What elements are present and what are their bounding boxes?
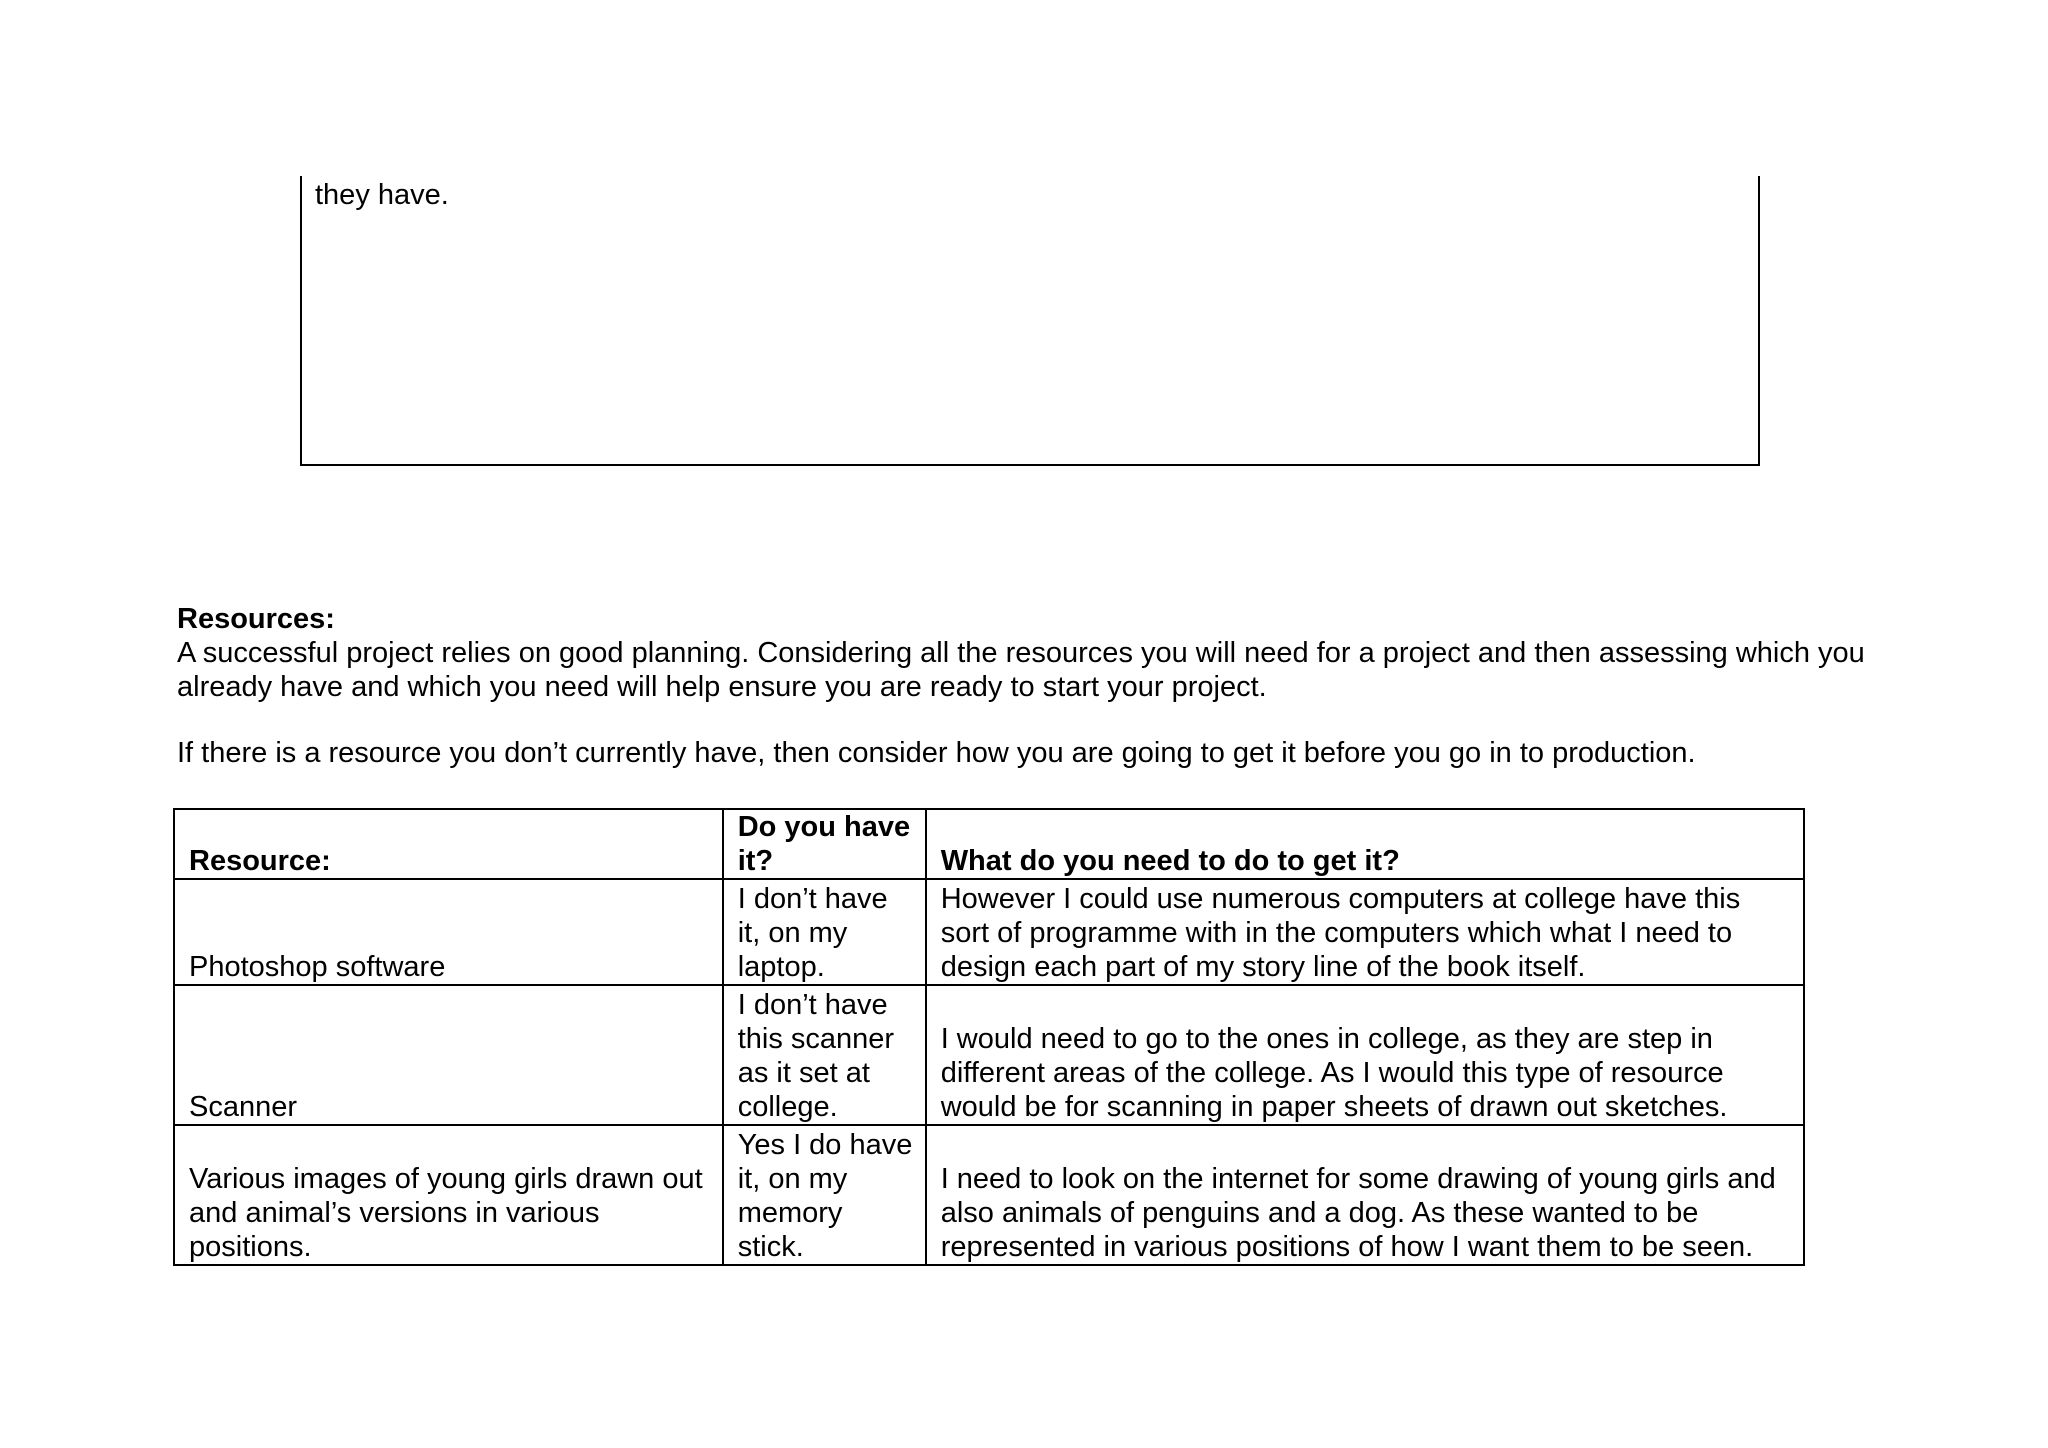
cell-todo: However I could use numerous computers at college have this sort of programme with in the computers which what I need to design each part of my story line of the book itself.: [926, 879, 1804, 985]
resources-section: [177, 602, 1877, 770]
cell-have: Yes I do have it, on my memory stick.: [723, 1125, 926, 1265]
cell-resource: Photoshop software: [174, 879, 723, 985]
cell-todo: I need to look on the internet for some drawing of young girls and also animals of penguins and a dog. As these wanted to be represented in various positions of how I want them to be seen.: [926, 1125, 1804, 1265]
header-todo: What do you need to do to get it?: [926, 809, 1804, 879]
cell-resource: Various images of young girls drawn out and animal’s versions in various positions.: [174, 1125, 723, 1265]
table-row: [174, 985, 1804, 1125]
resources-note: If there is a resource you don’t currently have, then consider how you are going to get it before you go in to production.: [177, 737, 1696, 769]
cell-resource: Scanner: [174, 985, 723, 1125]
previous-answer-text: they have.: [315, 179, 449, 211]
cell-have: I don’t have it, on my laptop.: [723, 879, 926, 985]
previous-answer-box: [300, 176, 1760, 466]
table-row: [174, 1125, 1804, 1265]
cell-have: I don’t have this scanner as it set at college.: [723, 985, 926, 1125]
header-resource: Resource:: [174, 809, 723, 879]
resources-table: [173, 808, 1805, 1266]
resources-heading: Resources:: [177, 603, 335, 635]
table-row: [174, 879, 1804, 985]
header-have: Do you have it?: [723, 809, 926, 879]
table-header-row: [174, 809, 1804, 879]
cell-todo: I would need to go to the ones in college, as they are step in different areas of the college. As I would this type of resource would be for scanning in paper sheets of drawn out sketches.: [926, 985, 1804, 1125]
resources-intro: A successful project relies on good planning. Considering all the resources you will need for a project and then assessing which you already have and which you need will help ensure you are ready to start your project.: [177, 637, 1865, 703]
